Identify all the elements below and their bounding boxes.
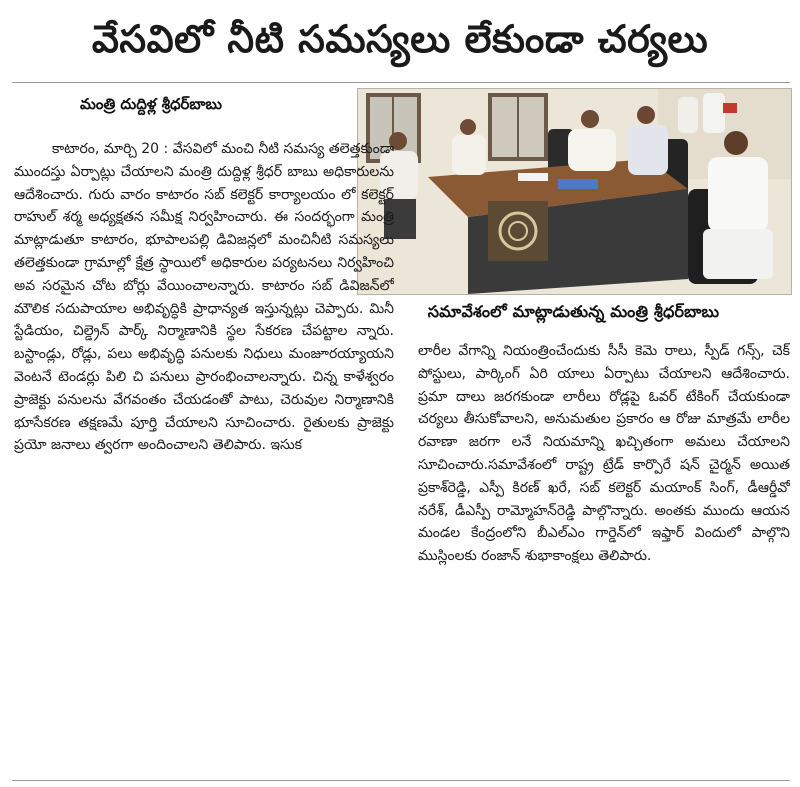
byline: మంత్రి దుద్దిళ్ల శ్రీధర్‌బాబు	[80, 95, 222, 113]
article-column-left	[14, 138, 394, 778]
article-text-left: కాటారం, మార్చి 20 : వేసవిలో మంచి నీటి సమస్య తలెత్తకుండా ముందస్తు ఏర్పాట్లు చేయాలని మంత్రి దుద్దిళ్ల శ్రీధర్ బాబు అధికారులను ఆదేశించారు. గురు వారం కాటారం సబ్ కలెక్టర్ కార్యాలయం లో కలెక్టర్ రాహుల్ శర్మ అధ్యక్షతన సమీక్ష నిర్వహించారు. ఈ సందర్భంగా మంత్రి మాట్లాడుతూ కాటారం, భూపాలపల్లి డివిజన్లలో మంచినీటి సమస్యలు తలెత్తకుండా గ్రామాల్లో క్షేత్ర స్థాయిలో అధికారుల పర్యటనలు నిర్వహించి అవ సరమైన చోట బోర్లు వేయించాలన్నారు. కాటారం సబ్ డివిజన్‌లో మౌలిక సదుపాయాల అభివృద్ధికి ప్రాధాన్యత ఇస్తున్నట్లు చెప్పారు. మినీ స్టేడియం, చిల్డ్రెన్ పార్క్ నిర్మాణానికి స్థల సేకరణ చేపట్టాల న్నారు. బస్టాండ్లు, రోడ్లు, పలు అభివృద్ధి పనులకు నిధులు మంజూరయ్యాయని వెంటనే టెండర్లు పిలి చి పనులు ప్రారంభించాలన్నారు. చిన్న కాళేశ్వరం ప్రాజెక్టు పనులను వేగవంతం చేయడంతో పాటు, చెరువుల నిర్మాణానికి భూసేకరణ తక్షణమే పూర్తి చేయాలని సూచించారు. రైతులకు ప్రాజెక్టు ప్రయో జనాలు త్వరగా అందించాలని తెలిపారు. ఇసుక	[14, 141, 394, 454]
news-photo	[357, 88, 792, 295]
bottom-rule	[12, 780, 790, 781]
headline: వేసవిలో నీటి సమస్యలు లేకుండా చర్యలు	[91, 17, 709, 61]
news-photo-illustration	[358, 89, 791, 294]
headline-rule	[12, 82, 790, 83]
photo-caption: సమావేశంలో మాట్లాడుతున్న మంత్రి శ్రీధర్‌బాబు	[427, 302, 720, 321]
article-column-right	[418, 340, 790, 780]
article-text-right: లారీల వేగాన్ని నియంత్రించేందుకు సీసీ కెమె రాలు, స్పీడ్ గన్స్, చెక్ పోస్టులు, పార్కింగ్ ఏరి యాలు ఏర్పాటు చేయాలని ఆదేశించారు. ప్రమా దాలు జరగకుండా లారీలు రోడ్లపై ఓవర్ టేకింగ్ చేయకుండా చర్యలు తీసుకోవాలని, అనుమతుల ప్రకారం ఆ రోజు మాత్రమే లారీల రవాణా జరగా లనే నియమాన్ని ఖచ్చితంగా అమలు చేయాలని సూచించారు.సమావేశంలో రాష్ట్ర ట్రేడ్ కార్పొరే షన్ చైర్మన్ అయిత ప్రకాశ్‌రెడ్డి, ఎస్పీ కిరణ్ ఖరే, సబ్ కలెక్టర్ మయాంక్ సింగ్, డీఆర్డీవో నరేశ్, డీఎస్పీ రామ్మోహన్‌రెడ్డి పాల్గొన్నారు. అంతకు ముందు ఆయన మండల కేంద్రంలోని బీఎల్‌ఎం గార్డెన్‌లో ఇఫ్తార్ విందులో పాల్గొని ముస్లింలకు రంజాన్ శుభాకాంక్షలు తెలిపారు.	[418, 343, 790, 565]
